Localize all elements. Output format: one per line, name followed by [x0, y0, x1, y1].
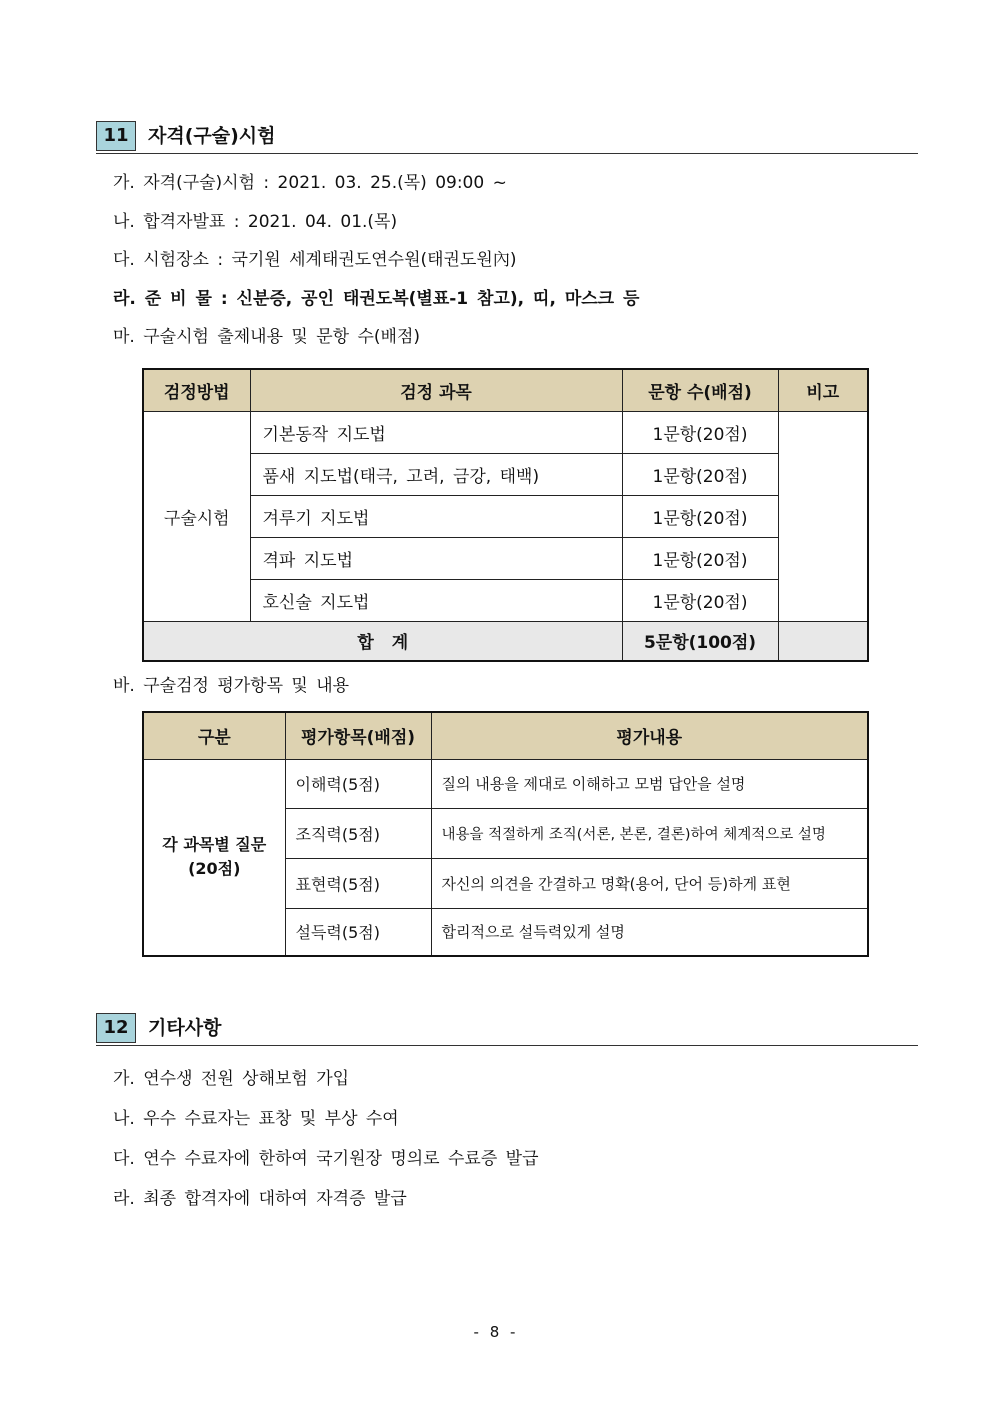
- table-row: [143, 453, 868, 495]
- announcement-item: 나. 합격자발표 : 2021. 04. 01.(목): [113, 212, 398, 232]
- category-cell: [143, 759, 285, 956]
- preparation-item: 라. 준 비 물 : 신분증, 공인 태권도복(별표-1 참고), 띠, 마스크 등: [113, 289, 640, 309]
- certificate-item: 다. 연수 수료자에 한하여 국기원장 명의로 수료증 발급: [113, 1149, 539, 1169]
- category-label: 각 과목별 질문: [162, 835, 267, 855]
- subject-cell: 품새 지도법(태극, 고려, 금강, 태백): [250, 453, 622, 495]
- total-score: 5문항(100점): [622, 621, 778, 661]
- table-row: [143, 579, 868, 621]
- subject-cell: 호신술 지도법: [250, 579, 622, 621]
- table-row: [143, 495, 868, 537]
- eval-item-cell: 설득력(5점): [285, 908, 431, 956]
- total-note: [778, 621, 868, 661]
- license-item: 라. 최종 합격자에 대하여 자격증 발급: [113, 1189, 407, 1209]
- subject-cell: 격파 지도법: [250, 537, 622, 579]
- eval-content-cell: 내용을 적절하게 조직(서론, 본론, 결론)하여 체계적으로 설명: [431, 808, 868, 858]
- table-row: [143, 759, 868, 808]
- score-cell: 1문항(20점): [622, 453, 778, 495]
- section-11-header: [96, 121, 918, 154]
- evaluation-item: 바. 구술검정 평가항목 및 내용: [113, 676, 350, 696]
- eval-item-cell: 조직력(5점): [285, 808, 431, 858]
- note-cell: [778, 411, 868, 621]
- score-cell: 1문항(20점): [622, 495, 778, 537]
- exam-location-item: 다. 시험장소 : 국기원 세계태권도연수원(태권도원內): [113, 250, 517, 270]
- eval-item-cell: 이해력(5점): [285, 759, 431, 808]
- exam-content-table: [142, 368, 869, 662]
- header-method: 검정방법: [143, 369, 250, 411]
- section-title: 기타사항: [148, 1017, 222, 1039]
- section-12-header: [96, 1013, 918, 1046]
- score-cell: 1문항(20점): [622, 579, 778, 621]
- section-number: 12: [96, 1013, 136, 1043]
- score-cell: 1문항(20점): [622, 411, 778, 453]
- section-title: 자격(구술)시험: [148, 125, 276, 147]
- eval-item-cell: 표현력(5점): [285, 858, 431, 908]
- evaluation-table: [142, 711, 869, 957]
- subject-cell: 기본동작 지도법: [250, 411, 622, 453]
- header-eval-item: 평가항목(배점): [285, 712, 431, 759]
- eval-content-cell: 질의 내용을 제대로 이해하고 모범 답안을 설명: [431, 759, 868, 808]
- page-number: - 8 -: [473, 1323, 519, 1341]
- header-note: 비고: [778, 369, 868, 411]
- header-score: 문항 수(배점): [622, 369, 778, 411]
- total-label: 합 계: [143, 621, 622, 661]
- exam-date-item: 가. 자격(구술)시험 : 2021. 03. 25.(목) 09:00 ~: [113, 173, 507, 193]
- score-cell: 1문항(20점): [622, 537, 778, 579]
- section-number: 11: [96, 121, 136, 151]
- subject-cell: 겨루기 지도법: [250, 495, 622, 537]
- total-row: [143, 621, 868, 661]
- eval-content-cell: 합리적으로 설득력있게 설명: [431, 908, 868, 956]
- insurance-item: 가. 연수생 전원 상해보험 가입: [113, 1069, 350, 1089]
- category-score: (20점): [188, 859, 241, 879]
- method-cell: 구술시험: [143, 411, 250, 621]
- eval-content-cell: 자신의 의견을 간결하고 명확(용어, 단어 등)하게 표현: [431, 858, 868, 908]
- award-item: 나. 우수 수료자는 표창 및 부상 수여: [113, 1109, 399, 1129]
- header-subject: 검정 과목: [250, 369, 622, 411]
- header-category: 구분: [143, 712, 285, 759]
- exam-content-item: 마. 구술시험 출제내용 및 문항 수(배점): [113, 327, 421, 347]
- header-eval-content: 평가내용: [431, 712, 868, 759]
- table-row: [143, 537, 868, 579]
- table-row: [143, 411, 868, 453]
